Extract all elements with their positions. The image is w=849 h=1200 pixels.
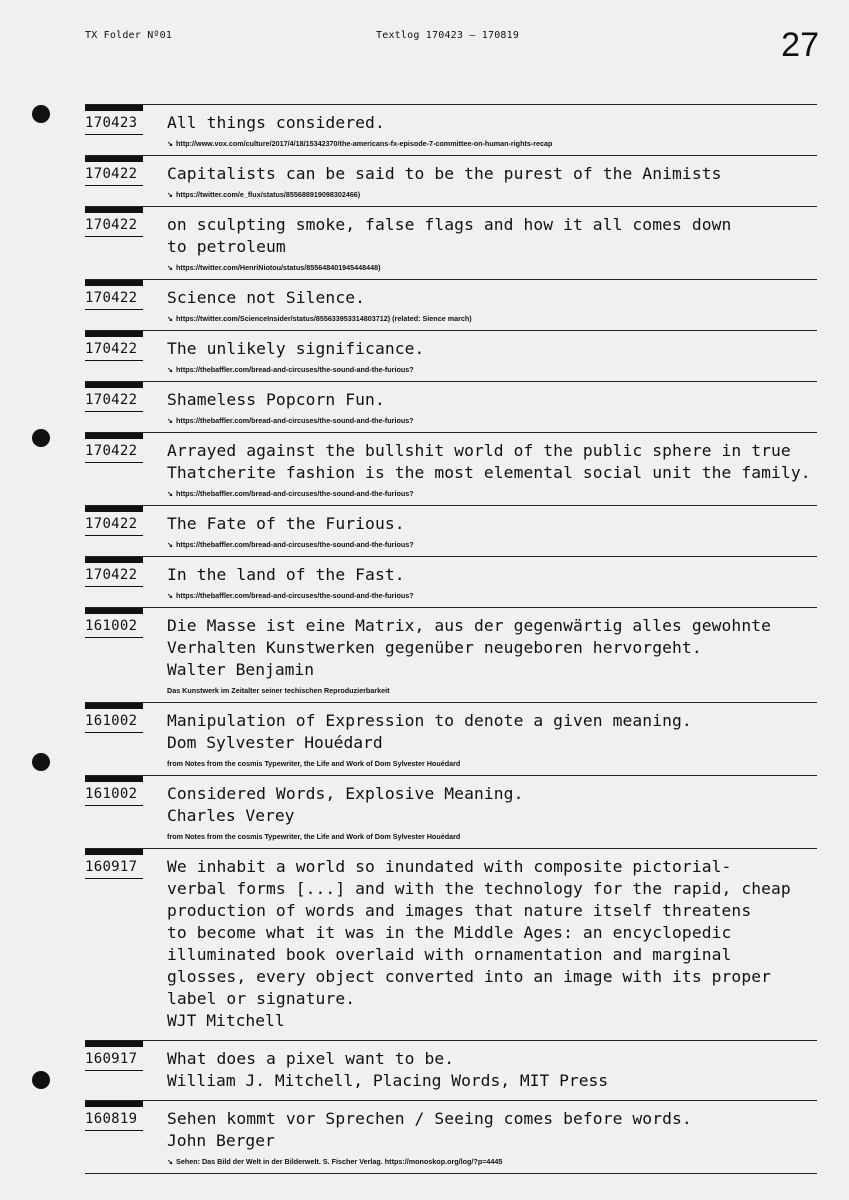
entry-title: What does a pixel want to be. [167,1049,455,1068]
entry-title: Science not Silence. [167,288,366,307]
entry-author: John Berger [167,1131,275,1150]
entry-title: Considered Words, Explosive Meaning. [167,784,524,803]
entry-source-text: from Notes from the cosmis Typewriter, the Life and Work of Dom Sylvester Houédard [167,759,461,768]
entry-title: Capitalists can be said to be the purest of the Animists [167,164,722,183]
punch-hole [32,1071,50,1089]
entry-source[interactable] [167,489,817,499]
entry-title: Shameless Popcorn Fun. [167,390,385,409]
log-entry [85,432,817,505]
entry-date: 160819 [85,1101,143,1127]
entry-date: 170422 [85,331,143,357]
entry-source[interactable] [167,686,817,696]
log-entry [85,556,817,607]
punch-hole [32,105,50,123]
arrow-icon: ↘ [167,416,174,425]
entry-source-text: https://thebaffler.com/bread-and-circuses/the-sound-and-the-furious? [176,416,414,425]
entry-source-text: Sehen: Das Bild der Welt in der Bilderwelt. S. Fischer Verlag. https://monoskop.org/log/?p=4445 [176,1157,503,1166]
entry-author: Charles Verey [167,806,295,825]
arrow-icon: ↘ [167,591,174,600]
entry-title: In the land of the Fast. [167,565,405,584]
entry-source-text: http://www.vox.com/culture/2017/4/18/15342370/the-americans-fx-episode-7-committee-on-human-rights-recap [176,139,553,148]
entry-source-text: Das Kunstwerk im Zeitalter seiner techischen Reproduzierbarkeit [167,686,390,695]
entry-date: 161002 [85,703,143,729]
entry-title: The unlikely significance. [167,339,425,358]
folder-label: TX Folder Nº01 [85,30,173,41]
entry-source[interactable] [167,1157,817,1167]
entry-source[interactable] [167,263,817,273]
log-entry [85,155,817,206]
entry-source-text: https://thebaffler.com/bread-and-circuses/the-sound-and-the-furious? [176,591,414,600]
entry-source-text: https://twitter.com/HenriNiotou/status/855648401945448448) [176,263,381,272]
arrow-icon: ↘ [167,540,174,549]
entry-title: All things considered. [167,113,385,132]
arrow-icon: ↘ [167,489,174,498]
log-entry [85,104,817,155]
entry-source[interactable] [167,139,817,149]
entry-source[interactable] [167,759,817,769]
arrow-icon: ↘ [167,190,174,199]
log-entry [85,381,817,432]
entry-date: 170422 [85,156,143,182]
entry-title: Sehen kommt vor Sprechen / Seeing comes before words. [167,1109,692,1128]
entry-source[interactable] [167,540,817,550]
log-entry [85,1100,817,1174]
entry-source[interactable] [167,832,817,842]
textlog-range: Textlog 170423 — 170819 [376,30,520,41]
entry-date: 170422 [85,557,143,583]
entry-author: Dom Sylvester Houédard [167,733,383,752]
log-entry [85,330,817,381]
log-entry [85,206,817,279]
entry-title: on sculpting smoke, false flags and how it all comes down to petroleum [167,215,732,256]
entry-source-text: https://twitter.com/ScienceInsider/status/855633953314803712) (related: Sience march) [176,314,472,323]
entry-source-text: https://thebaffler.com/bread-and-circuses/the-sound-and-the-furious? [176,365,414,374]
punch-hole [32,753,50,771]
entry-date: 160917 [85,1041,143,1067]
arrow-icon: ↘ [167,1157,174,1166]
punch-hole [32,429,50,447]
entry-source-text: https://thebaffler.com/bread-and-circuses/the-sound-and-the-furious? [176,540,414,549]
entry-author: William J. Mitchell, Placing Words, MIT Press [167,1071,609,1090]
log-entry [85,848,817,1040]
log-entry [85,607,817,702]
entry-source[interactable] [167,190,817,200]
arrow-icon: ↘ [167,365,174,374]
entry-source-text: https://twitter.com/e_flux/status/855688919098302466) [176,190,361,199]
entry-title: Die Masse ist eine Matrix, aus der gegenwärtig alles gewohnte Verhalten Kunstwerken gegenüber neugeboren hervorgeht. [167,616,772,657]
arrow-icon: ↘ [167,139,174,148]
entry-date: 160917 [85,849,143,875]
entry-source-text: from Notes from the cosmis Typewriter, the Life and Work of Dom Sylvester Houédard [167,832,461,841]
arrow-icon: ↘ [167,314,174,323]
log-entry [85,702,817,775]
entry-date: 170422 [85,382,143,408]
log-entry [85,1040,817,1100]
entry-title: We inhabit a world so inundated with composite pictorial- verbal forms [...] and with the technology for the rapid, cheap production of words and images that nature itself threatens to become what it was in the Middle Ages: an encyclopedic illuminated book overlaid with ornamentation and marginal glosses, every object converted into an image with its proper label or signature. [167,857,791,1008]
arrow-icon: ↘ [167,263,174,272]
entry-date: 170422 [85,433,143,459]
entry-source[interactable] [167,591,817,601]
log-entry [85,505,817,556]
entry-date: 161002 [85,776,143,802]
page-number: 27 [781,26,819,64]
log-entry [85,775,817,848]
log-entry [85,279,817,330]
entry-date: 170423 [85,105,143,131]
entry-date: 161002 [85,608,143,634]
entry-date: 170422 [85,506,143,532]
entry-source-text: https://thebaffler.com/bread-and-circuses/the-sound-and-the-furious? [176,489,414,498]
entry-source[interactable] [167,365,817,375]
entry-source[interactable] [167,416,817,426]
entry-source[interactable] [167,314,817,324]
entry-date: 170422 [85,207,143,233]
entry-author: Walter Benjamin [167,660,315,679]
entry-title: The Fate of the Furious. [167,514,405,533]
textlog-entries [85,104,817,1174]
entry-title: Arrayed against the bullshit world of the public sphere in true Thatcherite fashion is the most elemental social unit the family. [167,441,811,482]
entry-date: 170422 [85,280,143,306]
entry-title: Manipulation of Expression to denote a given meaning. [167,711,692,730]
entry-author: WJT Mitchell [167,1011,285,1030]
